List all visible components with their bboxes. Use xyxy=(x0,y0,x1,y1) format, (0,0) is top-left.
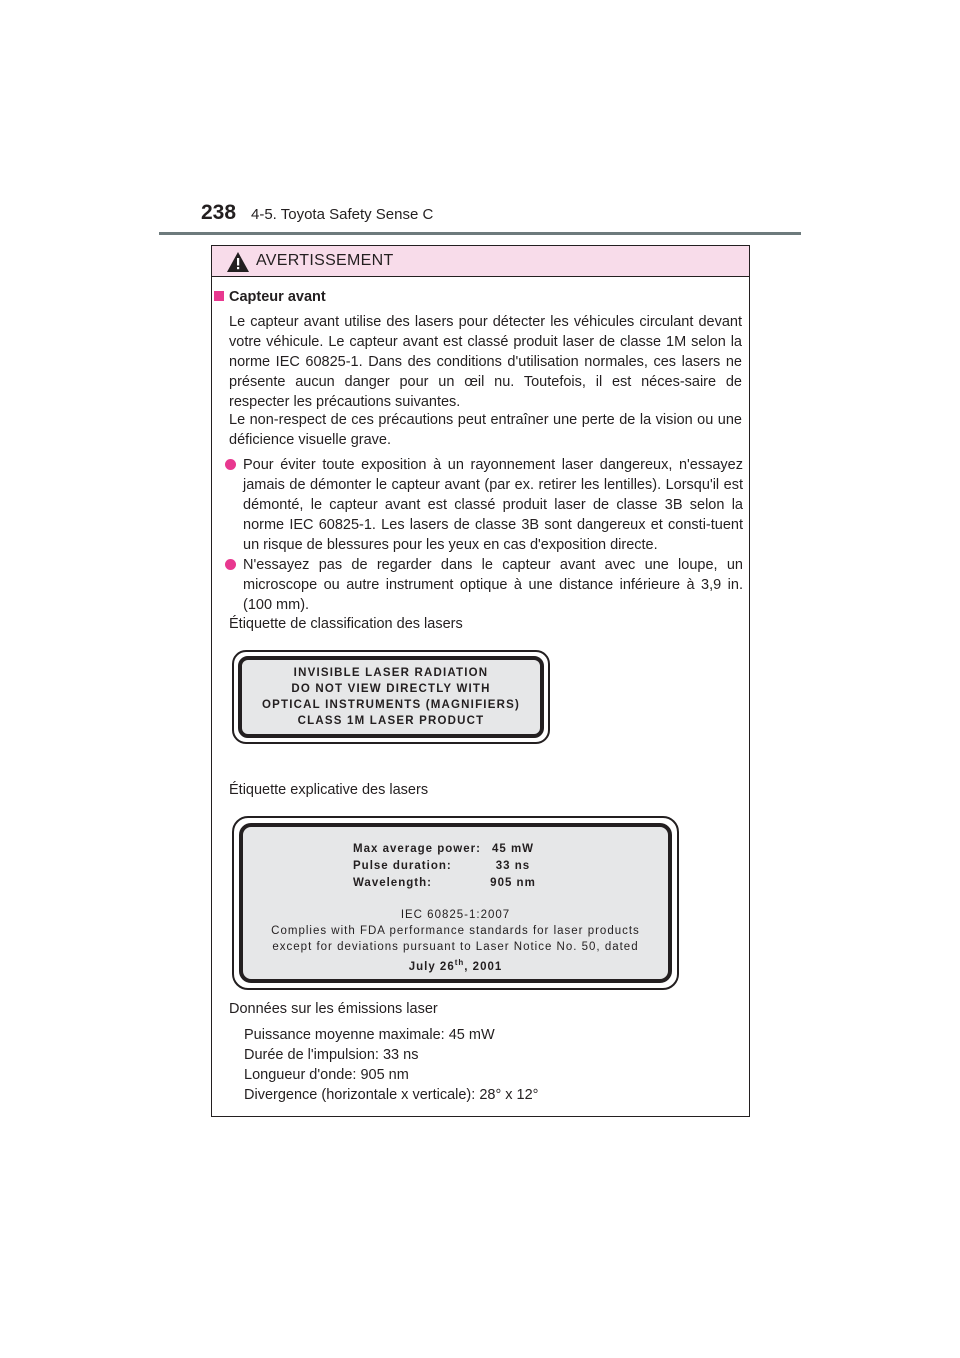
caption-emissions: Données sur les émissions laser xyxy=(229,1001,438,1017)
spec-value: 45 mW xyxy=(491,843,535,855)
spec-row xyxy=(353,841,553,858)
emission-line: Divergence (horizontale x verticale): 28° x 12° xyxy=(244,1087,539,1103)
warning-triangle-icon xyxy=(227,252,249,272)
classification-line: CLASS 1M LASER PRODUCT xyxy=(297,715,485,727)
spec-value: 905 nm xyxy=(490,877,536,889)
warning-box xyxy=(211,245,750,1117)
bullet-item xyxy=(225,455,743,555)
bullet-item xyxy=(225,555,743,615)
spec-table xyxy=(353,841,553,892)
header-rule xyxy=(159,232,801,235)
bullet-text: Pour éviter toute exposition à un rayonnement laser dangereux, n'essayez jamais de démonter le capteur avant (par ex. retirer les lentilles). Lorsqu'il est démonté, le capteur avant est classé produit laser de classe 3B selon la norme IEC 60825-1. Les lasers de classe 3B sont dangereux et consti-tuent un risque de blessures pour les yeux en cas d'exposition directe. xyxy=(243,457,743,553)
classification-line: OPTICAL INSTRUMENTS (MAGNIFIERS) xyxy=(262,699,520,711)
laser-classification-label xyxy=(232,650,550,744)
date-prefix: July 26 xyxy=(408,960,455,973)
date-superscript: th xyxy=(454,958,465,967)
caption-explanatory: Étiquette explicative des lasers xyxy=(229,782,429,798)
spec-key: Wavelength: xyxy=(353,877,432,889)
emission-line: Durée de l'impulsion: 33 ns xyxy=(244,1047,419,1063)
paragraph-intro: Le capteur avant utilise des lasers pour détecter les véhicules circulant devant votre véhicule. Le capteur avant est classé produit laser de classe 1M selon la norme IEC 60825-1. Dans des conditions d'utilisation normales, ces lasers ne présente aucun danger pour un œil nu. Toutefois, il est néces-saire de respecter les précautions suivantes. xyxy=(229,314,742,410)
compliance-line: except for deviations pursuant to Laser Notice No. 50, dated xyxy=(272,941,639,953)
subheading-text: Capteur avant xyxy=(229,289,326,305)
warning-header xyxy=(212,246,749,277)
spec-row xyxy=(353,875,553,892)
emission-line: Puissance moyenne maximale: 45 mW xyxy=(244,1027,495,1043)
laser-explanatory-label xyxy=(232,816,679,990)
section-title: 4-5. Toyota Safety Sense C xyxy=(251,206,434,223)
spec-row xyxy=(353,858,553,875)
explanatory-label-panel xyxy=(239,823,672,983)
bullet-text: N'essayez pas de regarder dans le capteur avant avec une loupe, un microscope ou autre instrument optique à une distance inférieure à 3,9 in. (100 mm). xyxy=(243,557,743,613)
classification-label-panel xyxy=(238,656,544,738)
round-bullet-icon xyxy=(225,559,236,570)
paragraph-consequence: Le non-respect de ces précautions peut entraîner une perte de la vision ou une déficience visuelle grave. xyxy=(229,412,742,448)
warning-title: AVERTISSEMENT xyxy=(256,252,394,269)
spec-key: Max average power: xyxy=(353,843,481,855)
compliance-block xyxy=(243,907,668,975)
classification-line: DO NOT VIEW DIRECTLY WITH xyxy=(291,683,491,695)
classification-line: INVISIBLE LASER RADIATION xyxy=(293,667,489,679)
emission-line: Longueur d'onde: 905 nm xyxy=(244,1067,409,1083)
subheading xyxy=(214,289,326,305)
spec-key: Pulse duration: xyxy=(353,860,452,872)
compliance-date xyxy=(243,955,668,975)
square-bullet-icon xyxy=(214,291,224,301)
compliance-line: Complies with FDA performance standards for laser products xyxy=(271,925,640,937)
page-number: 238 xyxy=(201,201,237,224)
caption-classification: Étiquette de classification des lasers xyxy=(229,616,463,632)
date-suffix: , 2001 xyxy=(464,960,503,973)
spec-value: 33 ns xyxy=(495,860,531,872)
round-bullet-icon xyxy=(225,459,236,470)
standard-text: IEC 60825-1:2007 xyxy=(400,909,511,921)
